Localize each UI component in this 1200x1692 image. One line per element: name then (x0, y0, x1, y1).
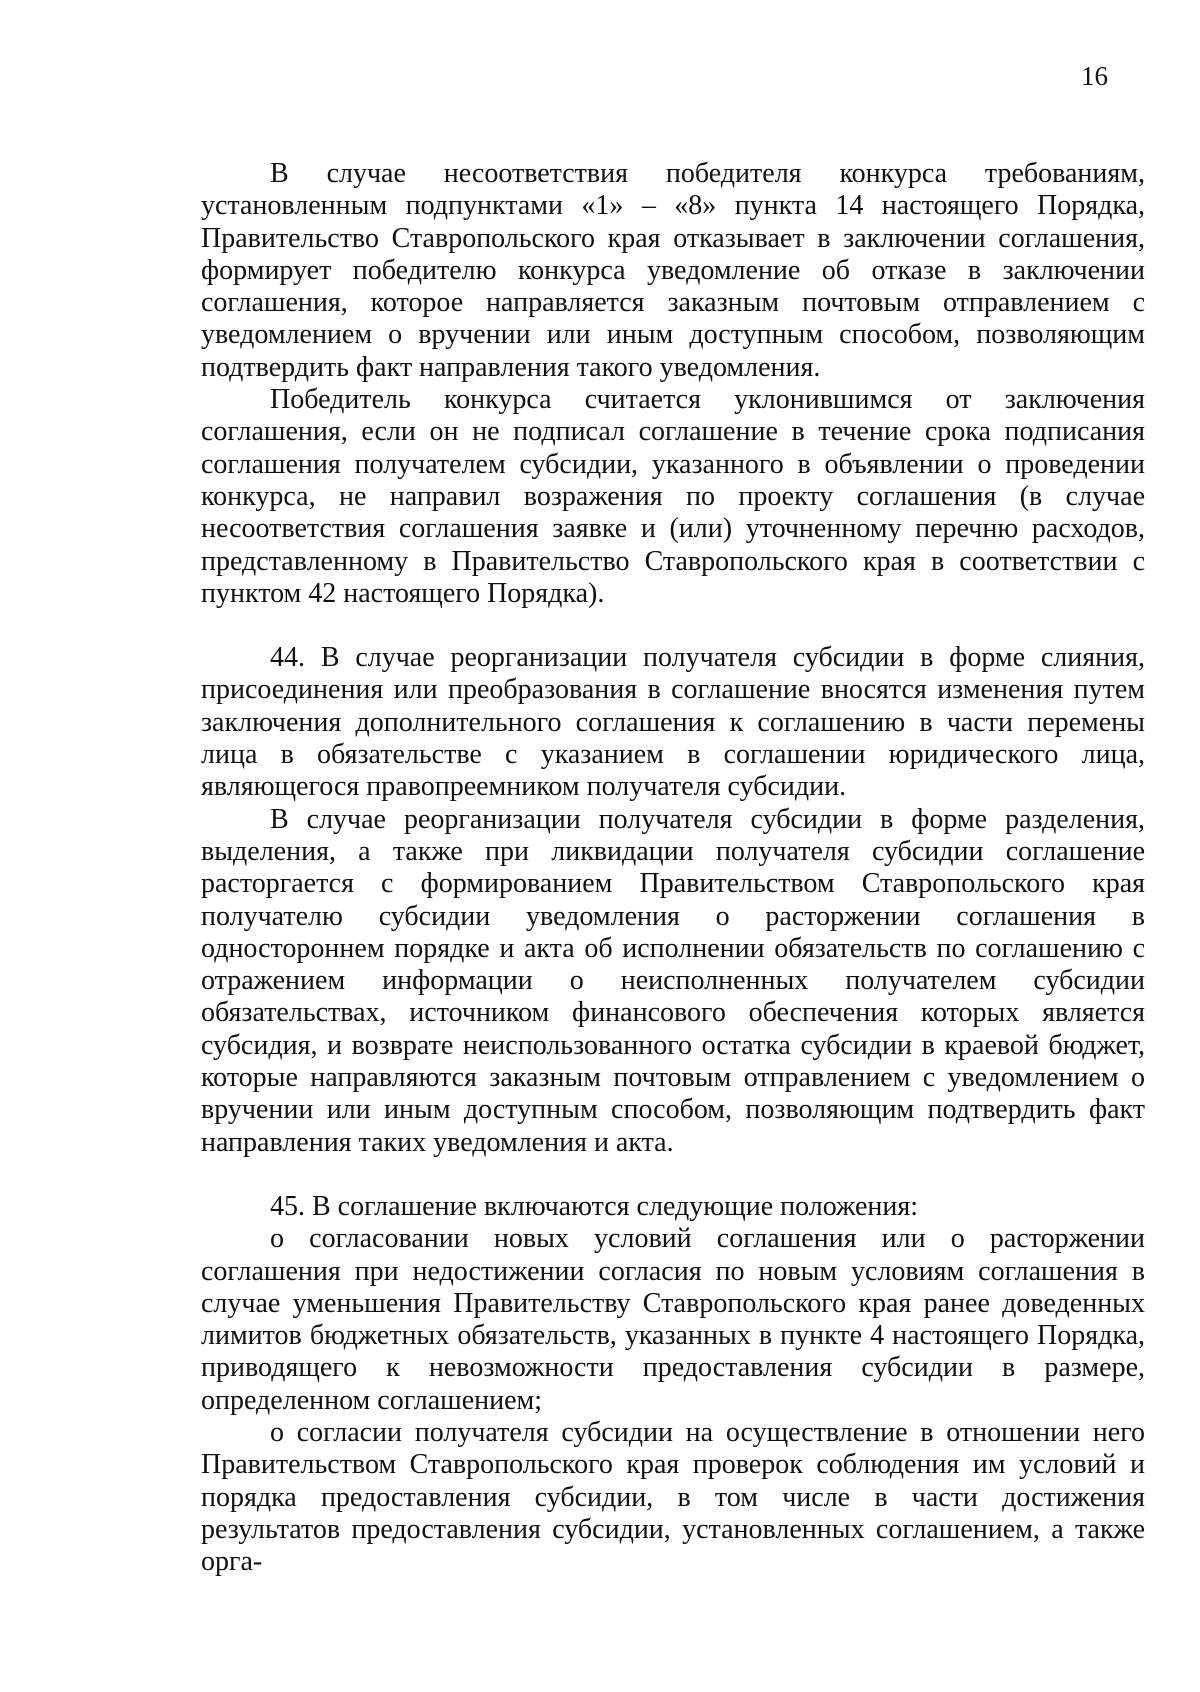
document-body (201, 158, 1145, 1578)
paragraph-item-45: 45. В соглашение включаются следующие положения: (270, 1190, 919, 1222)
paragraph-reorganization-division: В случае реорганизации получателя субсидии в форме разделения, выделения, а также при ликвидации получателя субсидии соглашение расторгается с формированием Правительством Ставропольского края получателю субсидии уведомления о расторжении соглашения в одностороннем порядке и акта об исполнении обязательств по соглашению с отражением информации о неисполненных получателем субсидии обязательствах, источником финансового обеспечения которых является субсидия, и возврате неиспользованного остатка субсидии в краевой бюджет, которые направляются заказным почтовым отправлением с уведомлением о вручении или иным доступным способом, позволяющим подтвердить факт направления таких уведомления и акта. (201, 803, 1145, 1158)
paragraph-new-conditions: о согласовании новых условий соглашения или о расторжении соглашения при недостижении согласия по новым условиям соглашения в случае уменьшения Правительству Ставропольского края ранее доведенных лимитов бюджетных обязательств, указанных в пункте 4 настоящего Порядка, приводящего к невозможности предоставления субсидии в размере, определенном соглашением; (201, 1223, 1145, 1416)
paragraph-refusal-notice: В случае несоответствия победителя конкурса требованиям, установленным подпунктами «1» – «8» пункта 14 настоящего Порядка, Правительство Ставропольского края отказывает в заключении соглашения, формирует победителю конкурса уведомление об отказе в заключении соглашения, которое направляется заказным почтовым отправлением с уведомлением о вручении или иным доступным способом, позволяющим подтвердить факт направления такого уведомления. (201, 158, 1145, 383)
paragraph-winner-evasion: Победитель конкурса считается уклонившимся от заключения соглашения, если он не подписал соглашение в течение срока подписания соглашения получателем субсидии, указанного в объявлении о проведении конкурса, не направил возражения по проекту соглашения (в случае несоответствия соглашения заявке и (или) уточненному перечню расходов, представленному в Правительство Ставропольского края в соответствии с пунктом 42 настоящего Порядка). (201, 384, 1145, 609)
paragraph-recipient-consent: о согласии получателя субсидии на осуществление в отношении него Правительством Ставропольского края проверок соблюдения им условий и порядка предоставления субсидии, в том числе в части достижения результатов предоставления субсидии, установленных соглашением, а также орга- (201, 1416, 1145, 1578)
page-number: 16 (1081, 61, 1108, 91)
paragraph-item-44: 44. В случае реорганизации получателя субсидии в форме слияния, присоединения или преобразования в соглашение вносятся изменения путем заключения дополнительного соглашения к соглашению в части перемены лица в обязательстве с указанием в соглашении юридического лица, являющегося правопреемником получателя субсидии. (201, 642, 1145, 803)
